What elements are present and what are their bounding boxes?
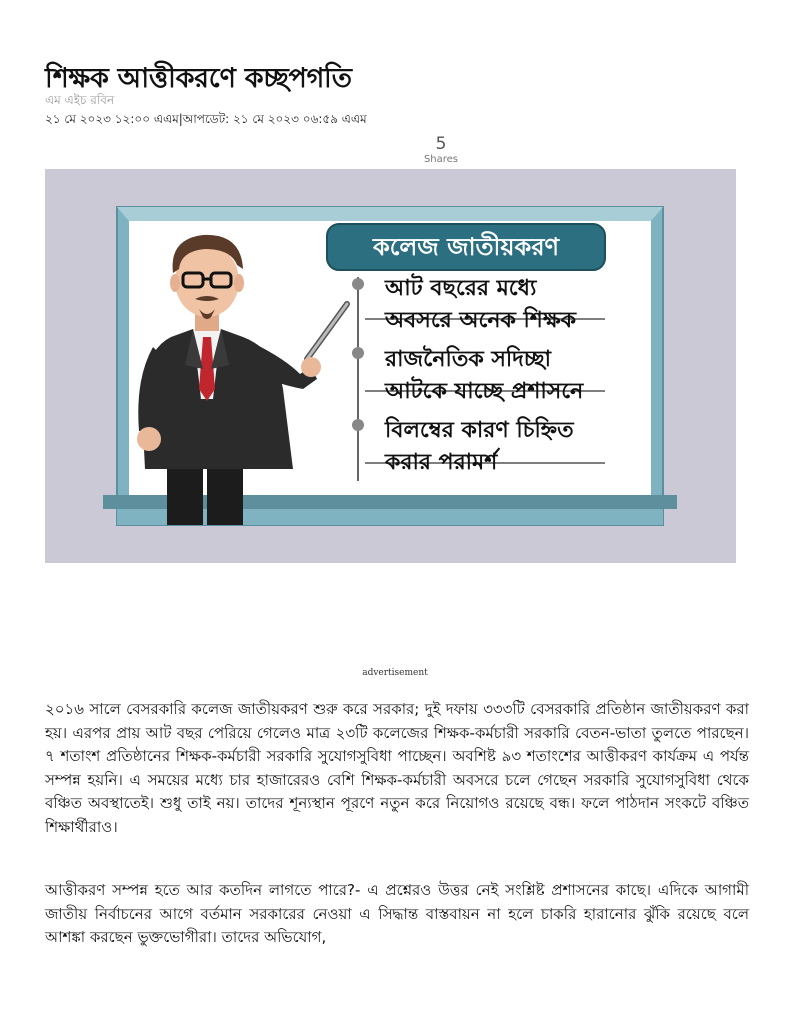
updated-date: আপডেট: ২১ মে ২০২৩ ০৬:৫৯ এএম <box>182 112 367 126</box>
hero-image <box>45 169 736 563</box>
bullet-1-line-1: আট বছরের মধ্যে <box>385 276 537 301</box>
bullet-2-line-1: রাজনৈতিক সদিচ্ছা <box>385 347 551 372</box>
body-paragraph-1: ২০১৬ সালে বেসরকারি কলেজ জাতীয়করণ শুরু করে সরকার; দুই দফায় ৩৩৩টি বেসরকারি প্রতিষ্ঠান জাতীয়করণ করা হয়। এরপর প্রায় আট বছর পেরিয়ে গেলেও মাত্র ২৩টি কলেজের শিক্ষক-কর্মচারী সরকারি বেতন-ভাতা তুলতে পারছেন। ৭ শতাংশ প্রতিষ্ঠানের শিক্ষক-কর্মচারী সরকারি সুযোগসুবিধা পাচ্ছেন। অবশিষ্ট ৯৩ শতাংশের আত্তীকরণ কার্যক্রম এ পর্যন্ত সম্পন্ন হয়নি। এ সময়ের মধ্যে চার হাজারেরও বেশি শিক্ষক-কর্মচারী অবসরে চলে গেছেন সরকারি সুযোগসুবিধা থেকে বঞ্চিত অবস্থাতেই। শুধু তাই নয়। তাদের শূন্যস্থান পূরণে নতুন করে নিয়োগও রয়েছে বন্ধ। ফলে পাঠদান সংকটে বঞ্চিত শিক্ষার্থীরাও। <box>45 700 749 836</box>
body-paragraph-2: আত্তীকরণ সম্পন্ন হতে আর কতদিন লাগতে পারে?- এ প্রশ্নেরও উত্তর নেই সংশ্লিষ্ট প্রশাসনের কাছে। এদিকে আগামী জাতীয় নির্বাচনের আগে বর্তমান সরকারের নেওয়া এ সিদ্ধান্ত বাস্তবায়ন না হলে চাকরি হারানোর ঝুঁকি রয়েছে বলে আশঙ্কা করছেন ভুক্তভোগীরা। তাদের অভিযোগ, <box>45 881 749 946</box>
bullet-3-line-2: করার পরামর্শ <box>385 450 498 475</box>
article-title: শিক্ষক আত্তীকরণে কচ্ছপগতি <box>45 63 352 95</box>
bullet-3-line-1: বিলম্বের কারণ চিহ্নিত <box>385 418 574 443</box>
bullet-1-line-2: অবসরে অনেক শিক্ষক <box>385 308 577 333</box>
published-date: ২১ মে ২০২৩ ১২:০০ এএম <box>45 112 179 126</box>
shares-count: 5 <box>435 134 447 154</box>
date-separator: | <box>178 112 183 126</box>
bullet-2-line-2: আটকে যাচ্ছে প্রশাসনে <box>385 379 584 404</box>
article-dates <box>45 111 367 131</box>
shares-label: Shares <box>423 154 459 165</box>
author-link[interactable]: এম এইচ রবিন <box>45 93 115 107</box>
board-title: কলেজ জাতীয়করণ <box>372 233 560 261</box>
advertisement-label: advertisement <box>362 668 428 678</box>
